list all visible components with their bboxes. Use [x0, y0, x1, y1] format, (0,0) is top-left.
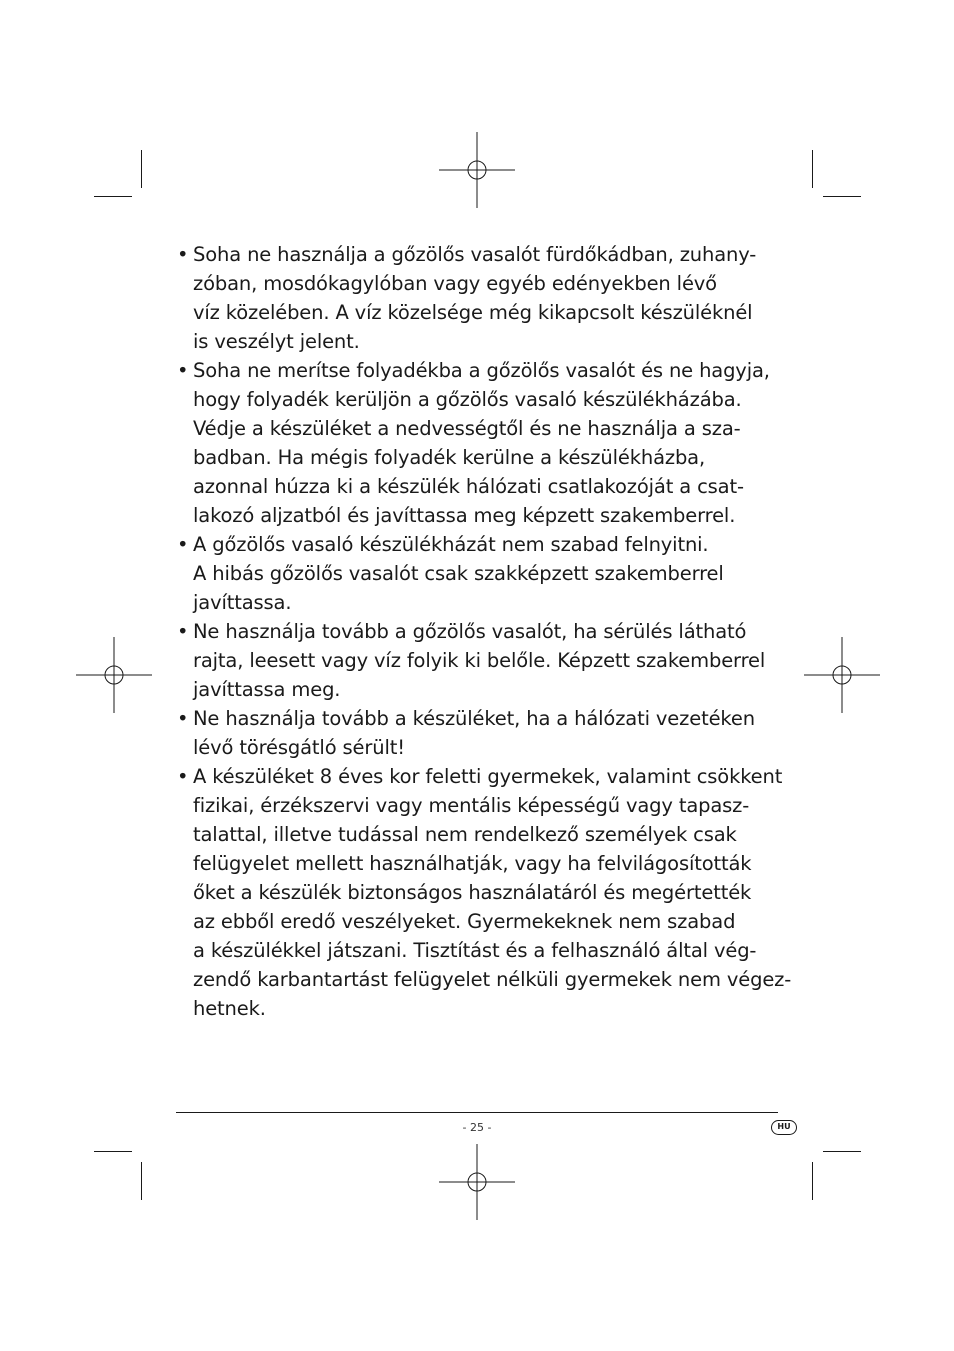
text-line: A hibás gőzölős vasalót csak szakképzett szakemberrel — [193, 562, 724, 585]
bullet-dot: • — [177, 243, 189, 266]
crop-mark-top-left-horizontal — [94, 196, 132, 197]
bullet-dot: • — [177, 359, 189, 382]
text-line: az ebből eredő veszélyeket. Gyermekeknek nem szabad — [193, 910, 736, 933]
crop-mark-top-right-vertical — [812, 150, 813, 188]
registration-mark-top — [439, 132, 515, 208]
bullet-dot: • — [177, 765, 189, 788]
crop-mark-bottom-left-horizontal — [94, 1151, 132, 1152]
text-line: zóban, mosdókagylóban vagy egyéb edényekben lévő — [193, 272, 717, 295]
text-line: Soha ne merítse folyadékba a gőzölős vasalót és ne hagyja, — [193, 359, 770, 382]
text-line: felügyelet mellett használhatják, vagy ha felvilágosították — [193, 852, 752, 875]
footer-divider — [176, 1112, 778, 1113]
text-line: javíttassa meg. — [193, 678, 341, 701]
safety-instructions — [176, 240, 792, 1023]
list-item — [176, 762, 792, 1023]
text-line: is veszélyt jelent. — [193, 330, 360, 353]
text-line: Soha ne használja a gőzölős vasalót fürdőkádban, zuhany- — [193, 243, 757, 266]
text-line: javíttassa. — [193, 591, 292, 614]
bullet-list — [176, 240, 792, 1023]
registration-mark-right — [804, 637, 880, 713]
bullet-dot: • — [177, 533, 189, 556]
list-item — [176, 530, 786, 617]
list-item — [176, 240, 786, 356]
page-number: - 25 - — [462, 1121, 492, 1134]
text-line: zendő karbantartást felügyelet nélküli gyermekek nem végez- — [193, 968, 792, 991]
registration-mark-left — [76, 637, 152, 713]
text-line: lévő törésgátló sérült! — [193, 736, 405, 759]
crop-mark-bottom-right-vertical — [812, 1162, 813, 1200]
text-line: hetnek. — [193, 997, 266, 1020]
crop-mark-bottom-right-horizontal — [823, 1151, 861, 1152]
language-badge: HU — [771, 1120, 797, 1135]
crop-mark-top-right-horizontal — [823, 196, 861, 197]
text-line: Ne használja tovább a gőzölős vasalót, ha sérülés látható — [193, 620, 747, 643]
text-line: Ne használja tovább a készüléket, ha a hálózati vezetéken — [193, 707, 755, 730]
text-line: badban. Ha mégis folyadék kerülne a készülékházba, — [193, 446, 706, 469]
text-line: rajta, leesett vagy víz folyik ki belőle. Képzett szakemberrel — [193, 649, 766, 672]
list-item — [176, 356, 786, 530]
text-line: lakozó aljzatból és javíttassa meg képzett szakemberrel. — [193, 504, 736, 527]
crop-mark-bottom-left-vertical — [141, 1162, 142, 1200]
text-line: A készüléket 8 éves kor feletti gyermekek, valamint csökkent — [193, 765, 783, 788]
crop-mark-top-left-vertical — [141, 150, 142, 188]
list-item — [176, 704, 786, 762]
text-line: A gőzölős vasaló készülékházát nem szabad felnyitni. — [193, 533, 709, 556]
text-line: fizikai, érzékszervi vagy mentális képességű vagy tapasz- — [193, 794, 750, 817]
text-line: azonnal húzza ki a készülék hálózati csatlakozóját a csat- — [193, 475, 744, 498]
text-line: Védje a készüléket a nedvességtől és ne használja a sza- — [193, 417, 741, 440]
bullet-dot: • — [177, 620, 189, 643]
text-line: őket a készülék biztonságos használatáról és megértették — [193, 881, 752, 904]
list-item — [176, 617, 786, 704]
text-line: talattal, illetve tudással nem rendelkező személyek csak — [193, 823, 737, 846]
text-line: a készülékkel játszani. Tisztítást és a felhasználó által vég- — [193, 939, 757, 962]
text-line: hogy folyadék kerüljön a gőzölős vasaló készülékházába. — [193, 388, 742, 411]
bullet-dot: • — [177, 707, 189, 730]
registration-mark-bottom — [439, 1144, 515, 1220]
text-line: víz közelében. A víz közelsége még kikapcsolt készüléknél — [193, 301, 753, 324]
